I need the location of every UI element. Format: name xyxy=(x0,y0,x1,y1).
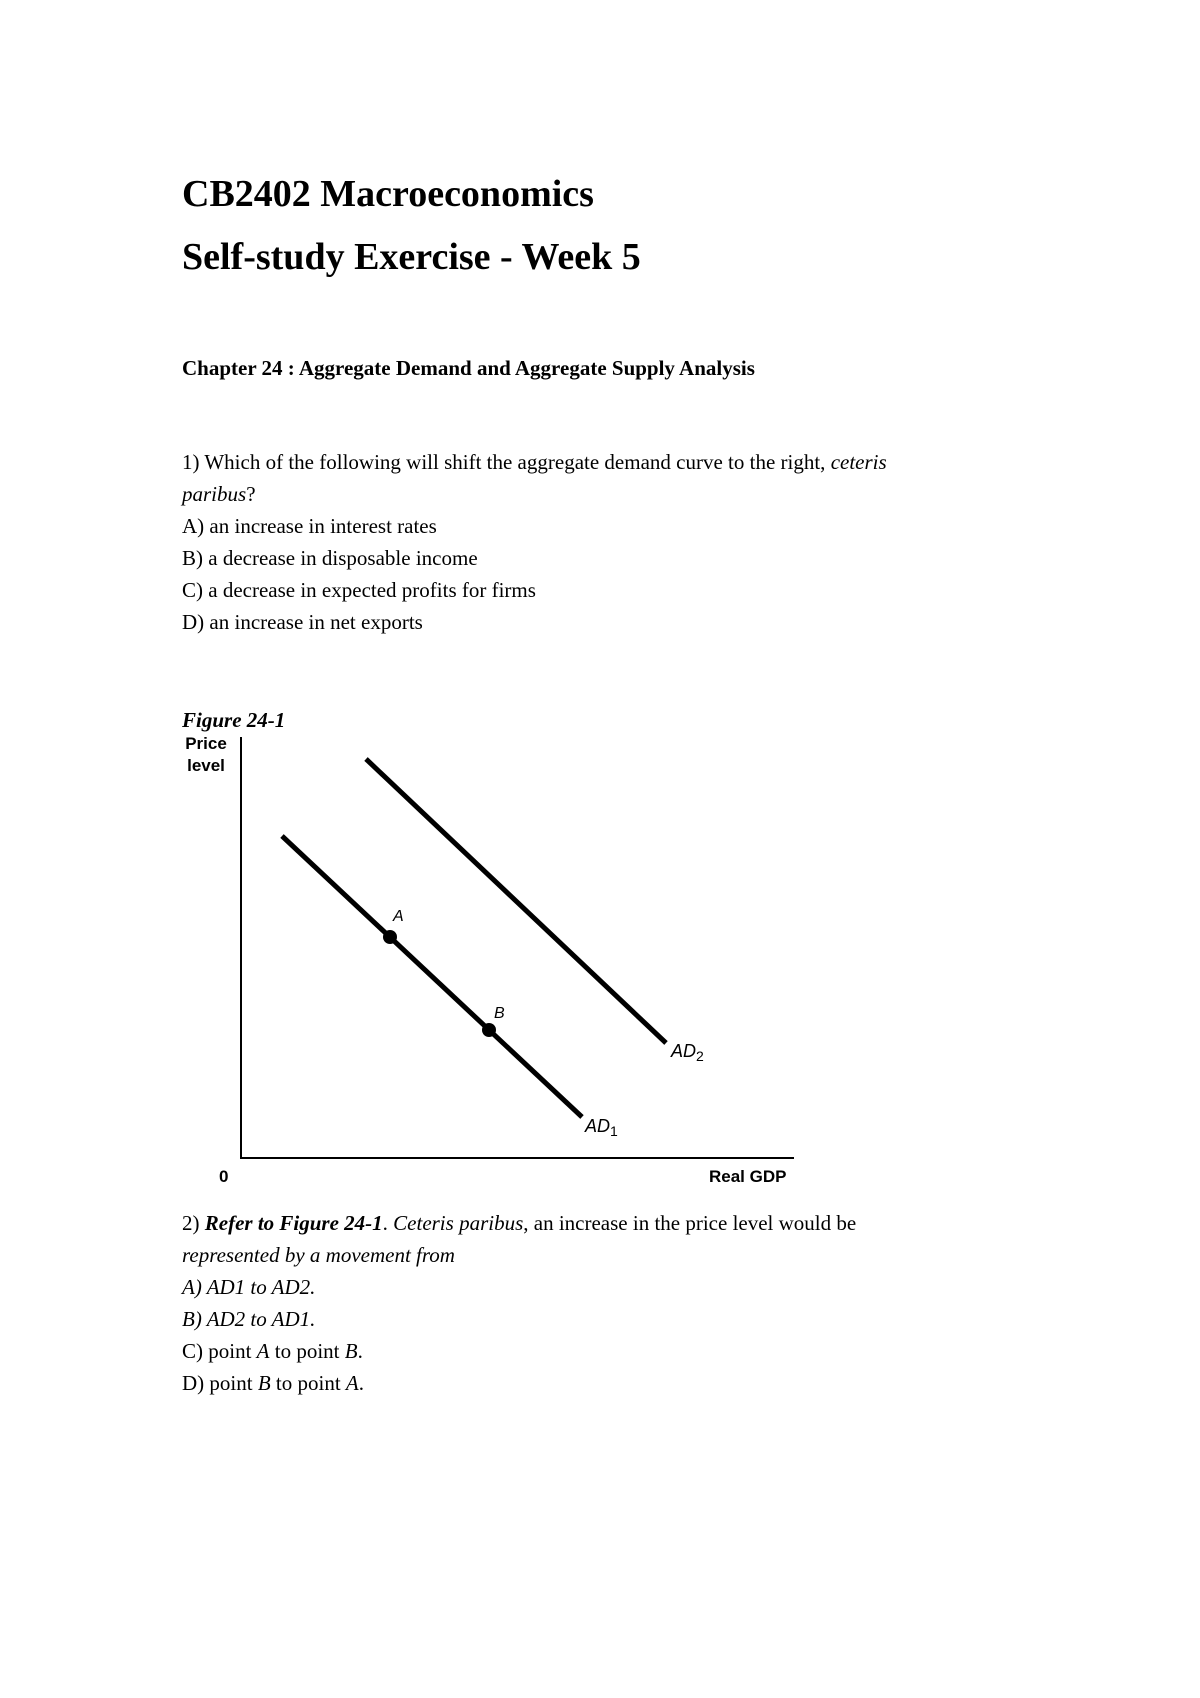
q1-stem-italic-ceteris: ceteris xyxy=(830,450,887,474)
q2-refer: Refer to Figure 24-1 xyxy=(204,1211,383,1235)
course-title: CB2402 Macroeconomics xyxy=(182,173,594,215)
q2-period: . xyxy=(382,1211,388,1235)
q1-option-c: C) a decrease in expected profits for firms xyxy=(182,578,536,602)
q2-option-a: A) AD1 to AD2. xyxy=(182,1275,316,1299)
figure-title: Figure 24-1 xyxy=(182,708,286,732)
q2-stem-line1 xyxy=(182,1211,856,1236)
q2-option-d-mid: to point xyxy=(270,1371,346,1395)
point-b-label: B xyxy=(494,1005,505,1022)
ad2-label-sub: 2 xyxy=(696,1048,704,1064)
ad2-curve xyxy=(366,759,666,1043)
y-axis-label-line2: level xyxy=(187,756,225,775)
q2-option-c xyxy=(182,1339,363,1364)
q2-option-c-prefix: C) point xyxy=(182,1339,257,1363)
x-axis-label: Real GDP xyxy=(709,1167,787,1186)
exercise-title: Self-study Exercise - Week 5 xyxy=(182,236,641,278)
q1-option-d: D) an increase in net exports xyxy=(182,610,423,634)
q2-option-c-to: B xyxy=(344,1339,358,1363)
q2-stem-line2: represented by a movement from xyxy=(182,1243,455,1267)
q2-option-d-to: A xyxy=(345,1371,359,1395)
q1-stem-end: ? xyxy=(246,482,256,506)
ad1-label-sub: 1 xyxy=(610,1123,618,1139)
q2-option-d-end: . xyxy=(358,1371,364,1395)
ad1-curve xyxy=(282,836,582,1117)
q2-option-c-mid: to point xyxy=(269,1339,345,1363)
ad2-label-main: AD xyxy=(671,1041,697,1061)
point-a-marker xyxy=(383,930,397,944)
y-axis-label-line1: Price xyxy=(185,734,227,753)
origin-label: 0 xyxy=(219,1167,229,1186)
q1-stem-start: 1) Which of the following will shift the aggregate demand curve to the right, xyxy=(182,450,831,474)
q2-option-d-from: B xyxy=(257,1371,271,1395)
ad2-label xyxy=(671,1041,704,1064)
q1-option-a: A) an increase in interest rates xyxy=(182,514,437,538)
q1-stem-italic-paribus: paribus xyxy=(182,482,247,506)
q1-option-b: B) a decrease in disposable income xyxy=(182,546,478,570)
chapter-heading: Chapter 24 : Aggregate Demand and Aggregate Supply Analysis xyxy=(182,356,755,380)
ad1-label-main: AD xyxy=(585,1116,611,1136)
ad1-label xyxy=(585,1116,618,1139)
point-b-marker xyxy=(482,1023,496,1037)
q2-option-c-from: A xyxy=(256,1339,270,1363)
q2-option-d-prefix: D) point xyxy=(182,1371,258,1395)
q2-option-c-end: . xyxy=(357,1339,363,1363)
q2-ceteris: Ceteris paribus xyxy=(393,1211,524,1235)
q2-number: 2) xyxy=(182,1211,205,1235)
point-a-label: A xyxy=(393,908,404,925)
q2-rest: , an increase in the price level would be xyxy=(523,1211,857,1235)
q2-option-d xyxy=(182,1371,364,1396)
q2-option-b: B) AD2 to AD1. xyxy=(182,1307,316,1331)
